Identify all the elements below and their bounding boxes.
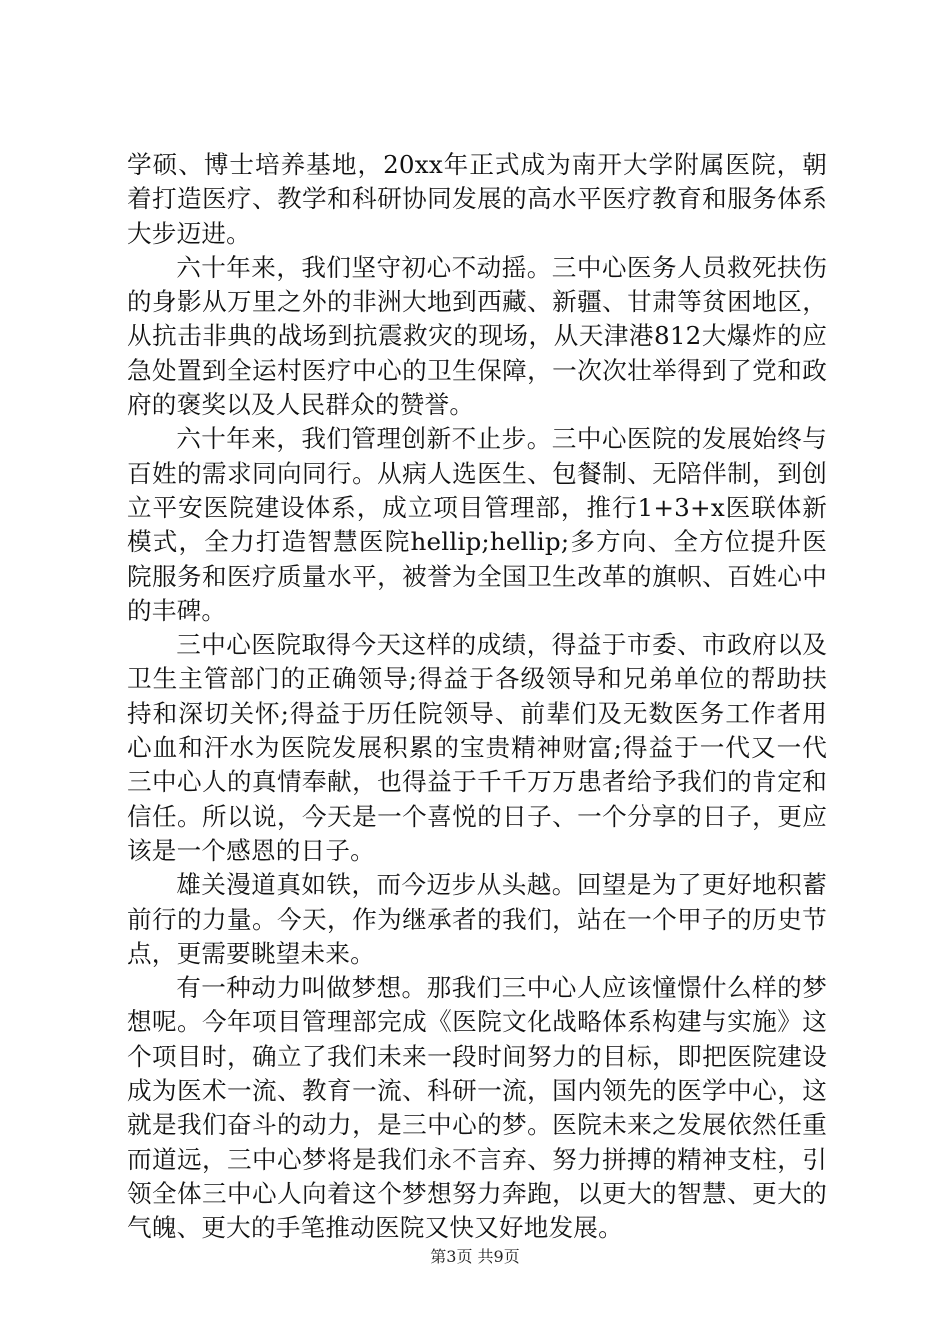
paragraph-3: 六十年来，我们管理创新不止步。三中心医院的发展始终与百姓的需求同向同行。从病人选医生、包餐制、无陪伴制，到创立平安医院建设体系，成立项目管理部，推行1+3+x医联体新模式，全力打造智慧医院hellip;hellip;多方向、全方位提升医院服务和医疗质量水平，被誉为全国卫生改革的旗帜、百姓心中的丰碑。	[127, 424, 827, 625]
paragraph-6: 有一种动力叫做梦想。那我们三中心人应该憧憬什么样的梦想呢。今年项目管理部完成《医院文化战略体系构建与实施》这个项目时，确立了我们未来一段时间努力的目标，即把医院建设成为医术一流、教育一流、科研一流，国内领先的医学中心，这就是我们奋斗的动力，是三中心的梦。医院未来之发展依然任重而道远，三中心梦将是我们永不言弃、努力拼搏的精神支柱，引领全体三中心人向着这个梦想努力奔跑，以更大的智慧、更大的气魄、更大的手笔推动医院又快又好地发展。	[127, 973, 827, 1243]
paragraph-2: 六十年来，我们坚守初心不动摇。三中心医务人员救死扶伤的身影从万里之外的非洲大地到西藏、新疆、甘肃等贫困地区，从抗击非典的战场到抗震救灾的现场，从天津港812大爆炸的应急处置到全运村医疗中心的卫生保障，一次次壮举得到了党和政府的褒奖以及人民群众的赞誉。	[127, 252, 827, 420]
document-body	[127, 148, 827, 1246]
page-number-footer: 第3页 共9页	[430, 1247, 520, 1266]
paragraph-5: 雄关漫道真如铁，而今迈步从头越。回望是为了更好地积蓄前行的力量。今天，作为继承者的我们，站在一个甲子的历史节点，更需要眺望未来。	[127, 870, 827, 968]
paragraph-1: 学硕、博士培养基地，20xx年正式成为南开大学附属医院，朝着打造医疗、教学和科研协同发展的高水平医疗教育和服务体系大步迈进。	[127, 150, 827, 248]
paragraph-4: 三中心医院取得今天这样的成绩，得益于市委、市政府以及卫生主管部门的正确领导;得益于各级领导和兄弟单位的帮助扶持和深切关怀;得益于历任院领导、前辈们及无数医务工作者用心血和汗水为医院发展积累的宝贵精神财富;得益于一代又一代三中心人的真情奉献，也得益于千千万万患者给予我们的肯定和信任。所以说，今天是一个喜悦的日子、一个分享的日子，更应该是一个感恩的日子。	[127, 630, 827, 865]
